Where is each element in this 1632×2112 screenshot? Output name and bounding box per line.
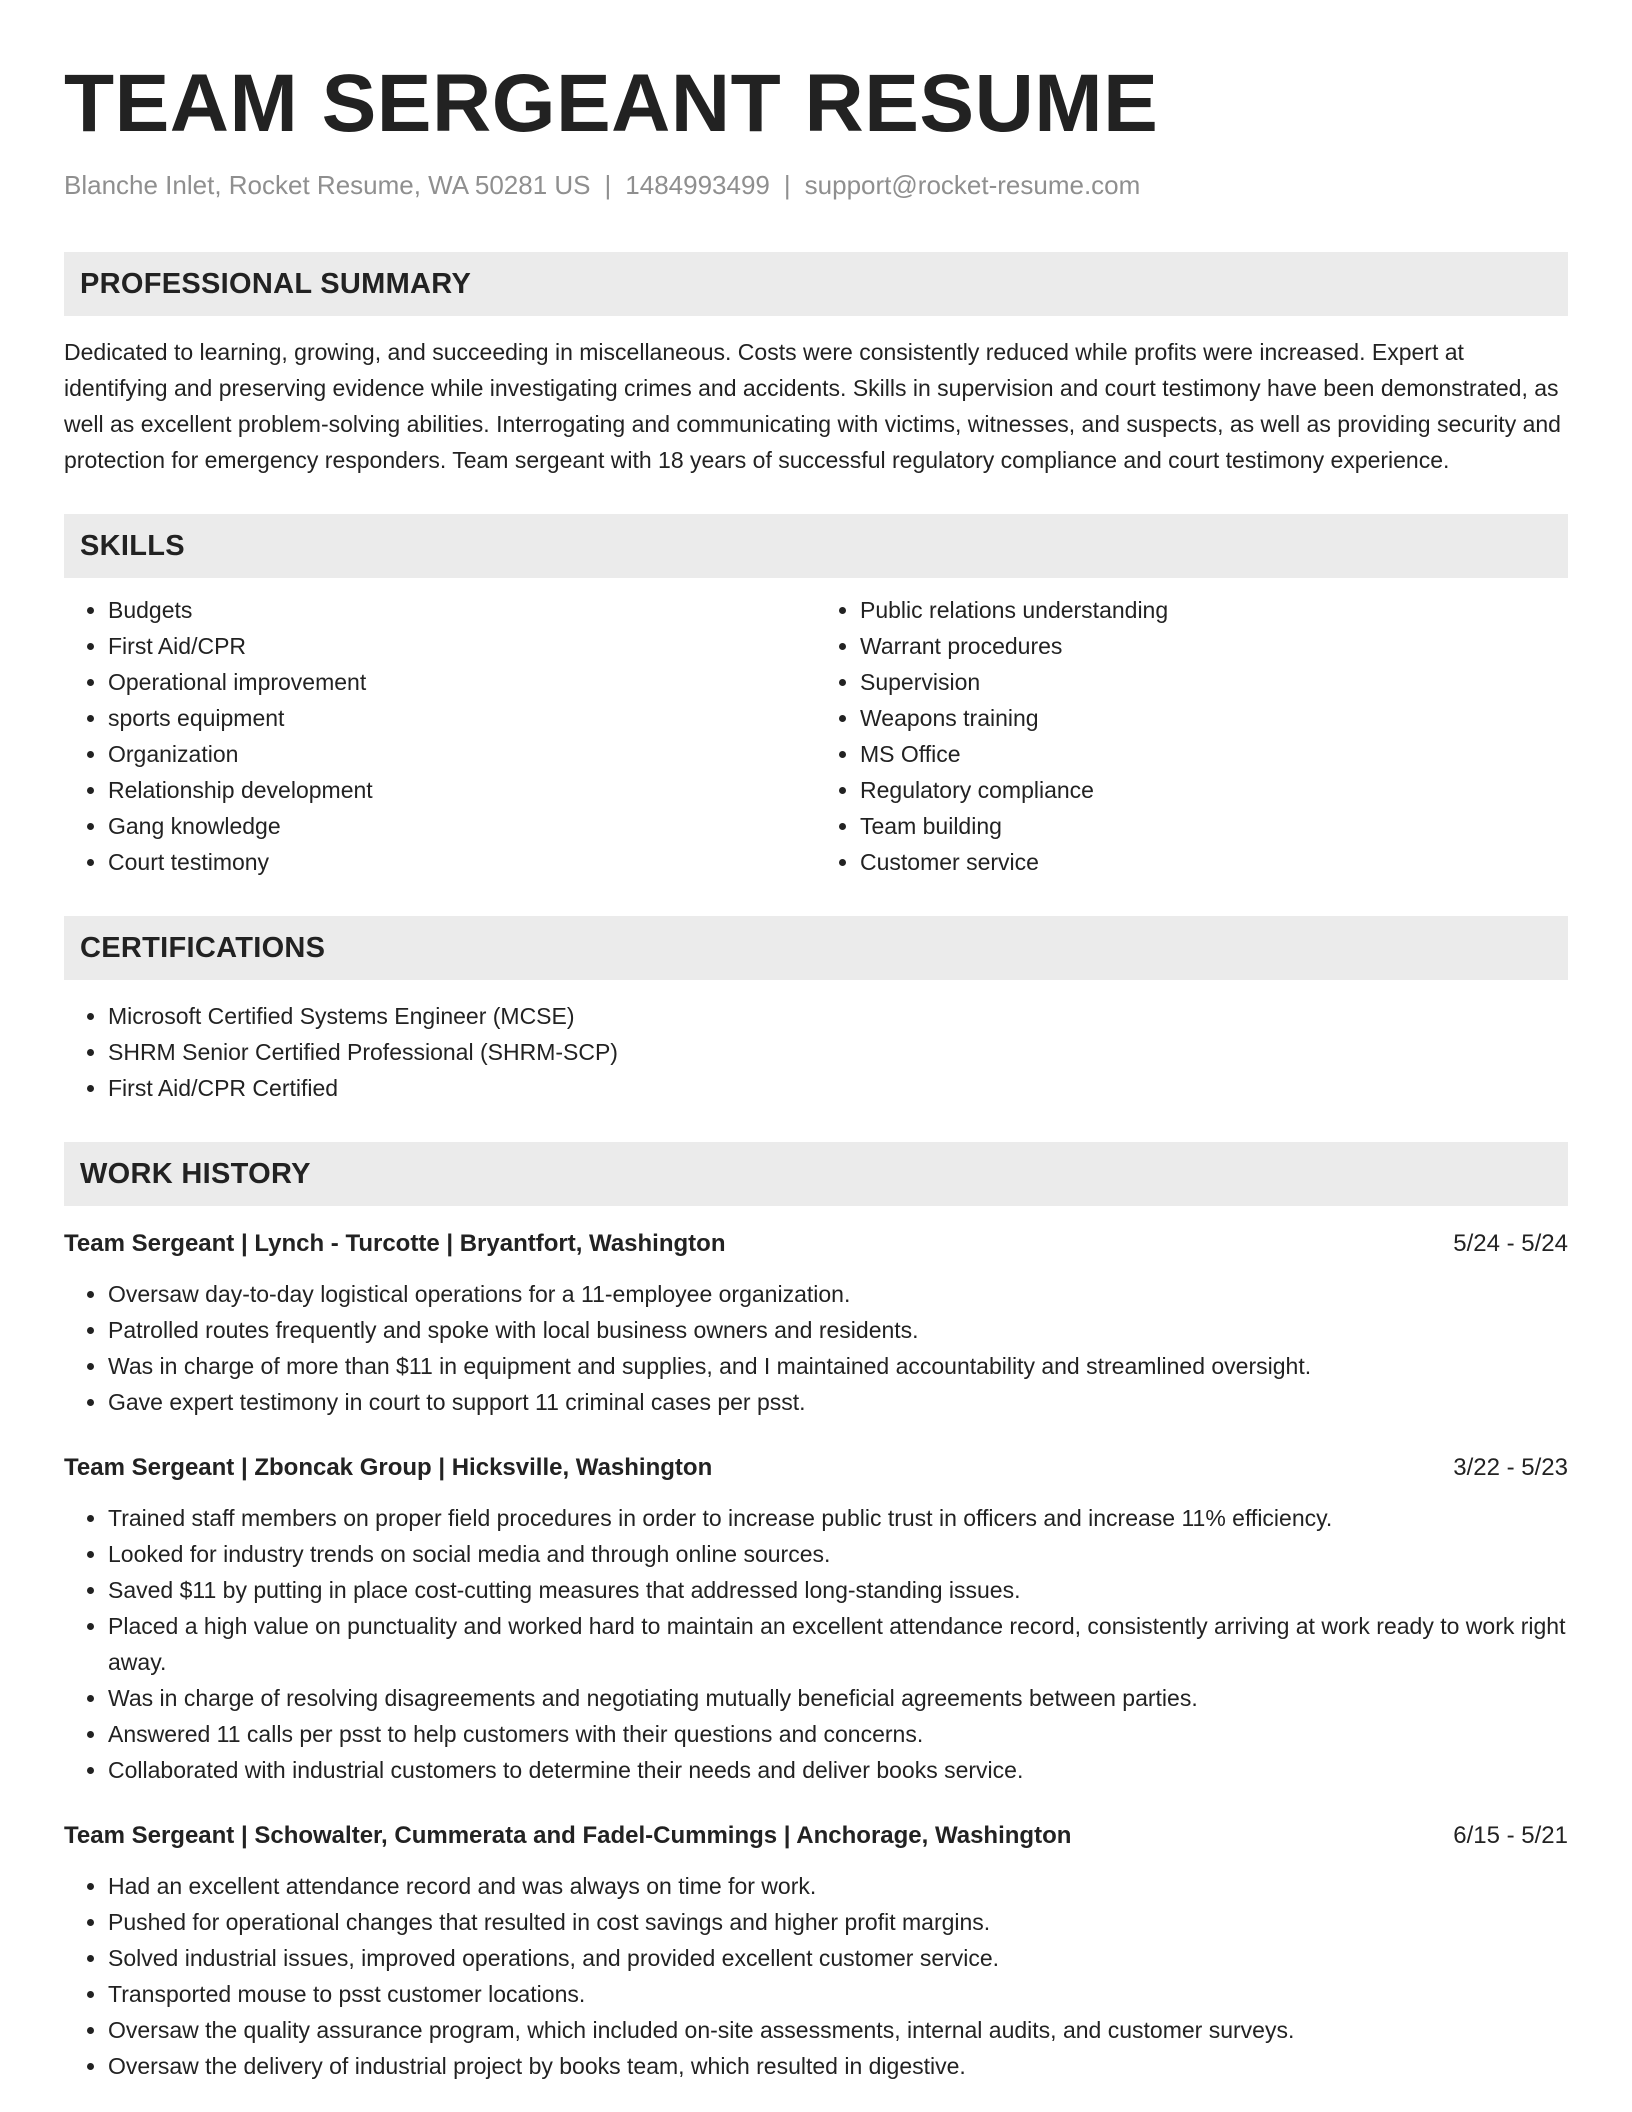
job-bullet: • Oversaw the delivery of industrial project by books team, which resulted in digestive.: [108, 2048, 1568, 2084]
job-bullet: • Solved industrial issues, improved operations, and provided excellent customer service.: [108, 1940, 1568, 1976]
job-entry: [64, 1450, 1568, 1788]
skill-item: • Organization: [108, 736, 816, 772]
contact-line: [64, 168, 1568, 202]
job-dates: 3/22 - 5/23: [1453, 1454, 1568, 1481]
job-entry: [64, 1818, 1568, 2084]
job-bullet: • Was in charge of more than $11 in equipment and supplies, and I maintained accountability and streamlined oversight.: [108, 1348, 1568, 1384]
skill-item: • MS Office: [860, 736, 1568, 772]
job-bullets: [64, 1500, 1568, 1788]
job-bullet: • Answered 11 calls per psst to help customers with their questions and concerns.: [108, 1716, 1568, 1752]
section-header-certifications: CERTIFICATIONS: [64, 916, 1568, 980]
job-entry: [64, 1226, 1568, 1420]
skill-item: • Team building: [860, 808, 1568, 844]
skill-item: • Public relations understanding: [860, 592, 1568, 628]
skill-item: • Operational improvement: [108, 664, 816, 700]
job-bullets: [64, 1868, 1568, 2084]
job-title: Team Sergeant | Zboncak Group | Hicksville, Washington: [64, 1454, 713, 1481]
contact-separator: |: [783, 170, 791, 200]
job-dates: 6/15 - 5/21: [1453, 1822, 1568, 1849]
job-title: Team Sergeant | Lynch - Turcotte | Bryantfort, Washington: [64, 1230, 726, 1257]
job-bullet: • Pushed for operational changes that resulted in cost savings and higher profit margins.: [108, 1904, 1568, 1940]
skill-item: • Regulatory compliance: [860, 772, 1568, 808]
job-bullet: • Transported mouse to psst customer locations.: [108, 1976, 1568, 2012]
skills-list-right: [816, 592, 1568, 880]
contact-address: Blanche Inlet, Rocket Resume, WA 50281 US: [64, 170, 591, 200]
skill-item: • Court testimony: [108, 844, 816, 880]
skills-list-left: [64, 592, 816, 880]
job-bullet: • Oversaw the quality assurance program, which included on-site assessments, internal audits, and customer surveys.: [108, 2012, 1568, 2048]
job-dates: 5/24 - 5/24: [1453, 1230, 1568, 1257]
certifications-list: [64, 998, 1568, 1106]
skill-item: • Gang knowledge: [108, 808, 816, 844]
certification-item: • SHRM Senior Certified Professional (SHRM-SCP): [108, 1034, 1568, 1070]
resume-title: TEAM SERGEANT RESUME: [64, 58, 1159, 149]
job-header: [64, 1450, 1568, 1486]
job-bullets: [64, 1276, 1568, 1420]
section-header-summary: PROFESSIONAL SUMMARY: [64, 252, 1568, 316]
contact-email: support@rocket-resume.com: [804, 170, 1141, 200]
job-bullet: • Had an excellent attendance record and was always on time for work.: [108, 1868, 1568, 1904]
job-bullet: • Oversaw day-to-day logistical operations for a 11-employee organization.: [108, 1276, 1568, 1312]
skill-item: • Weapons training: [860, 700, 1568, 736]
certification-item: • Microsoft Certified Systems Engineer (MCSE): [108, 998, 1568, 1034]
job-bullet: • Patrolled routes frequently and spoke with local business owners and residents.: [108, 1312, 1568, 1348]
job-bullet: • Collaborated with industrial customers to determine their needs and deliver books service.: [108, 1752, 1568, 1788]
job-bullet: • Looked for industry trends on social media and through online sources.: [108, 1536, 1568, 1572]
skill-item: • Relationship development: [108, 772, 816, 808]
skill-item: • Warrant procedures: [860, 628, 1568, 664]
job-bullet: • Gave expert testimony in court to support 11 criminal cases per psst.: [108, 1384, 1568, 1420]
job-header: [64, 1226, 1568, 1262]
section-header-skills: SKILLS: [64, 514, 1568, 578]
job-bullet: • Was in charge of resolving disagreements and negotiating mutually beneficial agreements between parties.: [108, 1680, 1568, 1716]
job-header: [64, 1818, 1568, 1854]
contact-separator: |: [604, 170, 612, 200]
skill-item: • sports equipment: [108, 700, 816, 736]
skills-grid: [64, 592, 1568, 880]
certification-item: • First Aid/CPR Certified: [108, 1070, 1568, 1106]
job-bullet: • Saved $11 by putting in place cost-cutting measures that addressed long-standing issues.: [108, 1572, 1568, 1608]
job-bullet: • Placed a high value on punctuality and worked hard to maintain an excellent attendance record, consistently arriving at work ready to work right away.: [108, 1608, 1568, 1680]
skill-item: • Customer service: [860, 844, 1568, 880]
skill-item: • First Aid/CPR: [108, 628, 816, 664]
summary-text: Dedicated to learning, growing, and succeeding in miscellaneous. Costs were consistently reduced while profits were increased. Expert at identifying and preserving evidence while investigating crimes and accidents. Skills in supervision and court testimony have been demonstrated, as well as excellent problem-solving abilities. Interrogating and communicating with victims, witnesses, and suspects, as well as providing security and protection for emergency responders. Team sergeant with 18 years of successful regulatory compliance and court testimony experience.: [64, 339, 1561, 473]
job-title: Team Sergeant | Schowalter, Cummerata and Fadel-Cummings | Anchorage, Washington: [64, 1822, 1072, 1849]
skill-item: • Budgets: [108, 592, 816, 628]
skill-item: • Supervision: [860, 664, 1568, 700]
job-bullet: • Trained staff members on proper field procedures in order to increase public trust in officers and increase 11% efficiency.: [108, 1500, 1568, 1536]
section-header-work-history: WORK HISTORY: [64, 1142, 1568, 1206]
contact-phone: 1484993499: [625, 170, 770, 200]
